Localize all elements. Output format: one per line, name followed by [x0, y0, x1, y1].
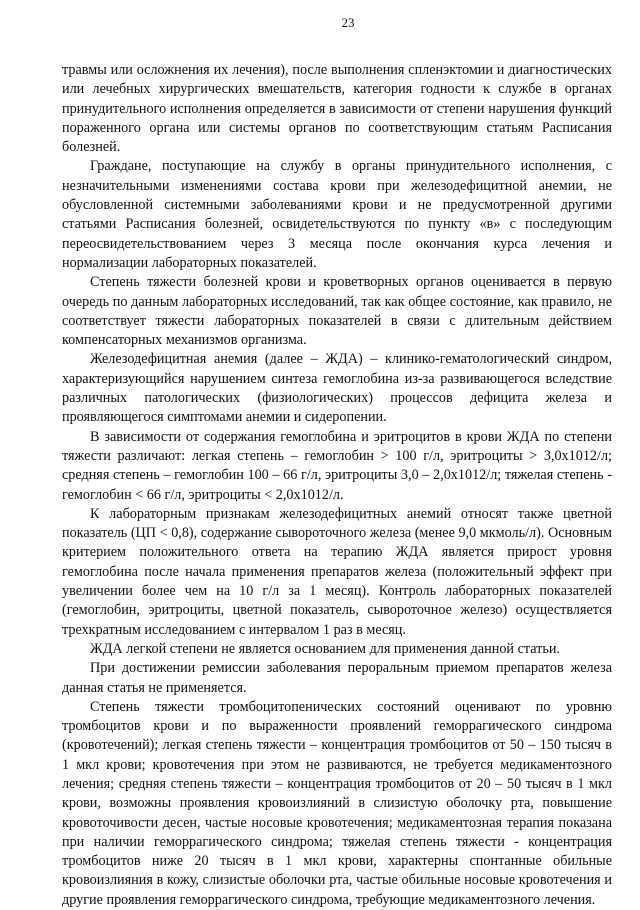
paragraph-5: В зависимости от содержания гемоглобина и эритроцитов в крови ЖДА по степени тяжести различают: легкая степень – гемоглобин > 100 г/л, эритроциты > 3,0х1012/л; средняя степень – гемоглобин 100 – 66 г/л, эритроциты 3,0 – 2,0х1012/л; тяжелая степень - гемоглобин < 66 г/л, эритроциты < 2,0х1012/л. [62, 428, 612, 503]
paragraph-7: ЖДА легкой степени не является основанием для применения данной статьи. [90, 640, 560, 657]
paragraph-4: Железодефицитная анемия (далее – ЖДА) – клинико-гематологический синдром, характеризующийся нарушением синтеза гемоглобина из-за развивающегося вследствие различных патологических (физиологических) процессов дефицита железа и проявляющегося симптомами анемии и сидеропении. [62, 351, 612, 426]
paragraph-6: К лабораторным признакам железодефицитных анемий относят также цветной показатель (ЦП < 0,8), содержание сывороточного железа (менее 9,0 мкмоль/л). Основным критерием положительного ответа на терапию ЖДА является прирост уровня гемоглобина после начала применения препаратов железа (положительный эффект при увеличении более чем на 10 г/л за 1 месяц). Контроль лабораторных показателей (гемоглобин, эритроциты, цветной показатель, сывороточное железо) осуществляется трехкратным исследованием с интервалом 1 раз в месяц. [62, 505, 612, 638]
paragraph-9: Степень тяжести тромбоцитопенических состояний оценивают по уровню тромбоцитов крови и по выраженности проявлений геморрагического синдрома (кровотечений); легкая степень тяжести – концентрация тромбоцитов от 50 – 150 тысяч в 1 мкл крови; кровотечения при этом не развиваются, не требуется медикаментозного лечения; средняя степень тяжести – концентрация тромбоцитов от 20 – 50 тысяч в 1 мкл крови, возможны проявления кровоизлияний в слизистую оболочку рта, повышение кровоточивости десен, частые носовые кровотечения; медикаментозная терапия показана при наличии геморрагического синдрома; тяжелая степень тяжести - концентрация тромбоцитов ниже 20 тысяч в 1 мкл крови, характерны спонтанные обильные кровоизлияния в кожу, слизистые оболочки рта, частые обильные носовые кровотечения и другие проявления геморрагического синдрома, требующие медикаментозного лечения. [62, 698, 612, 908]
paragraph-1: травмы или осложнения их лечения), после выполнения спленэктомии и диагностических или лечебных хирургических вмешательств, категория годности к службе в органах принудительного исполнения определяется в зависимости от степени нарушения функций пораженного органа или системы органов по соответствующим статьям Расписания болезней. [62, 62, 612, 156]
paragraph-3: Степень тяжести болезней крови и кроветворных органов оценивается в первую очередь по данным лабораторных исследований, так как общее состояние, как правило, не соответствует тяжести лабораторных показателей в связи с длительным действием компенсаторных механизмов организма. [62, 274, 612, 349]
page-number: 23 [341, 15, 355, 30]
paragraph-8: При достижении ремиссии заболевания пероральным приемом препаратов железа данная статья не применяется. [62, 660, 612, 696]
paragraph-2: Граждане, поступающие на службу в органы принудительного исполнения, с незначительными изменениями состава крови при железодефицитной анемии, не обусловленной системными заболеваниями крови и не предусмотренной другими статьями Расписания болезней, освидетельствуются по пункту «в» с последующим переосвидетельствованием через 3 месяца после окончания курса лечения и нормализации лабораторных показателей. [62, 158, 612, 271]
